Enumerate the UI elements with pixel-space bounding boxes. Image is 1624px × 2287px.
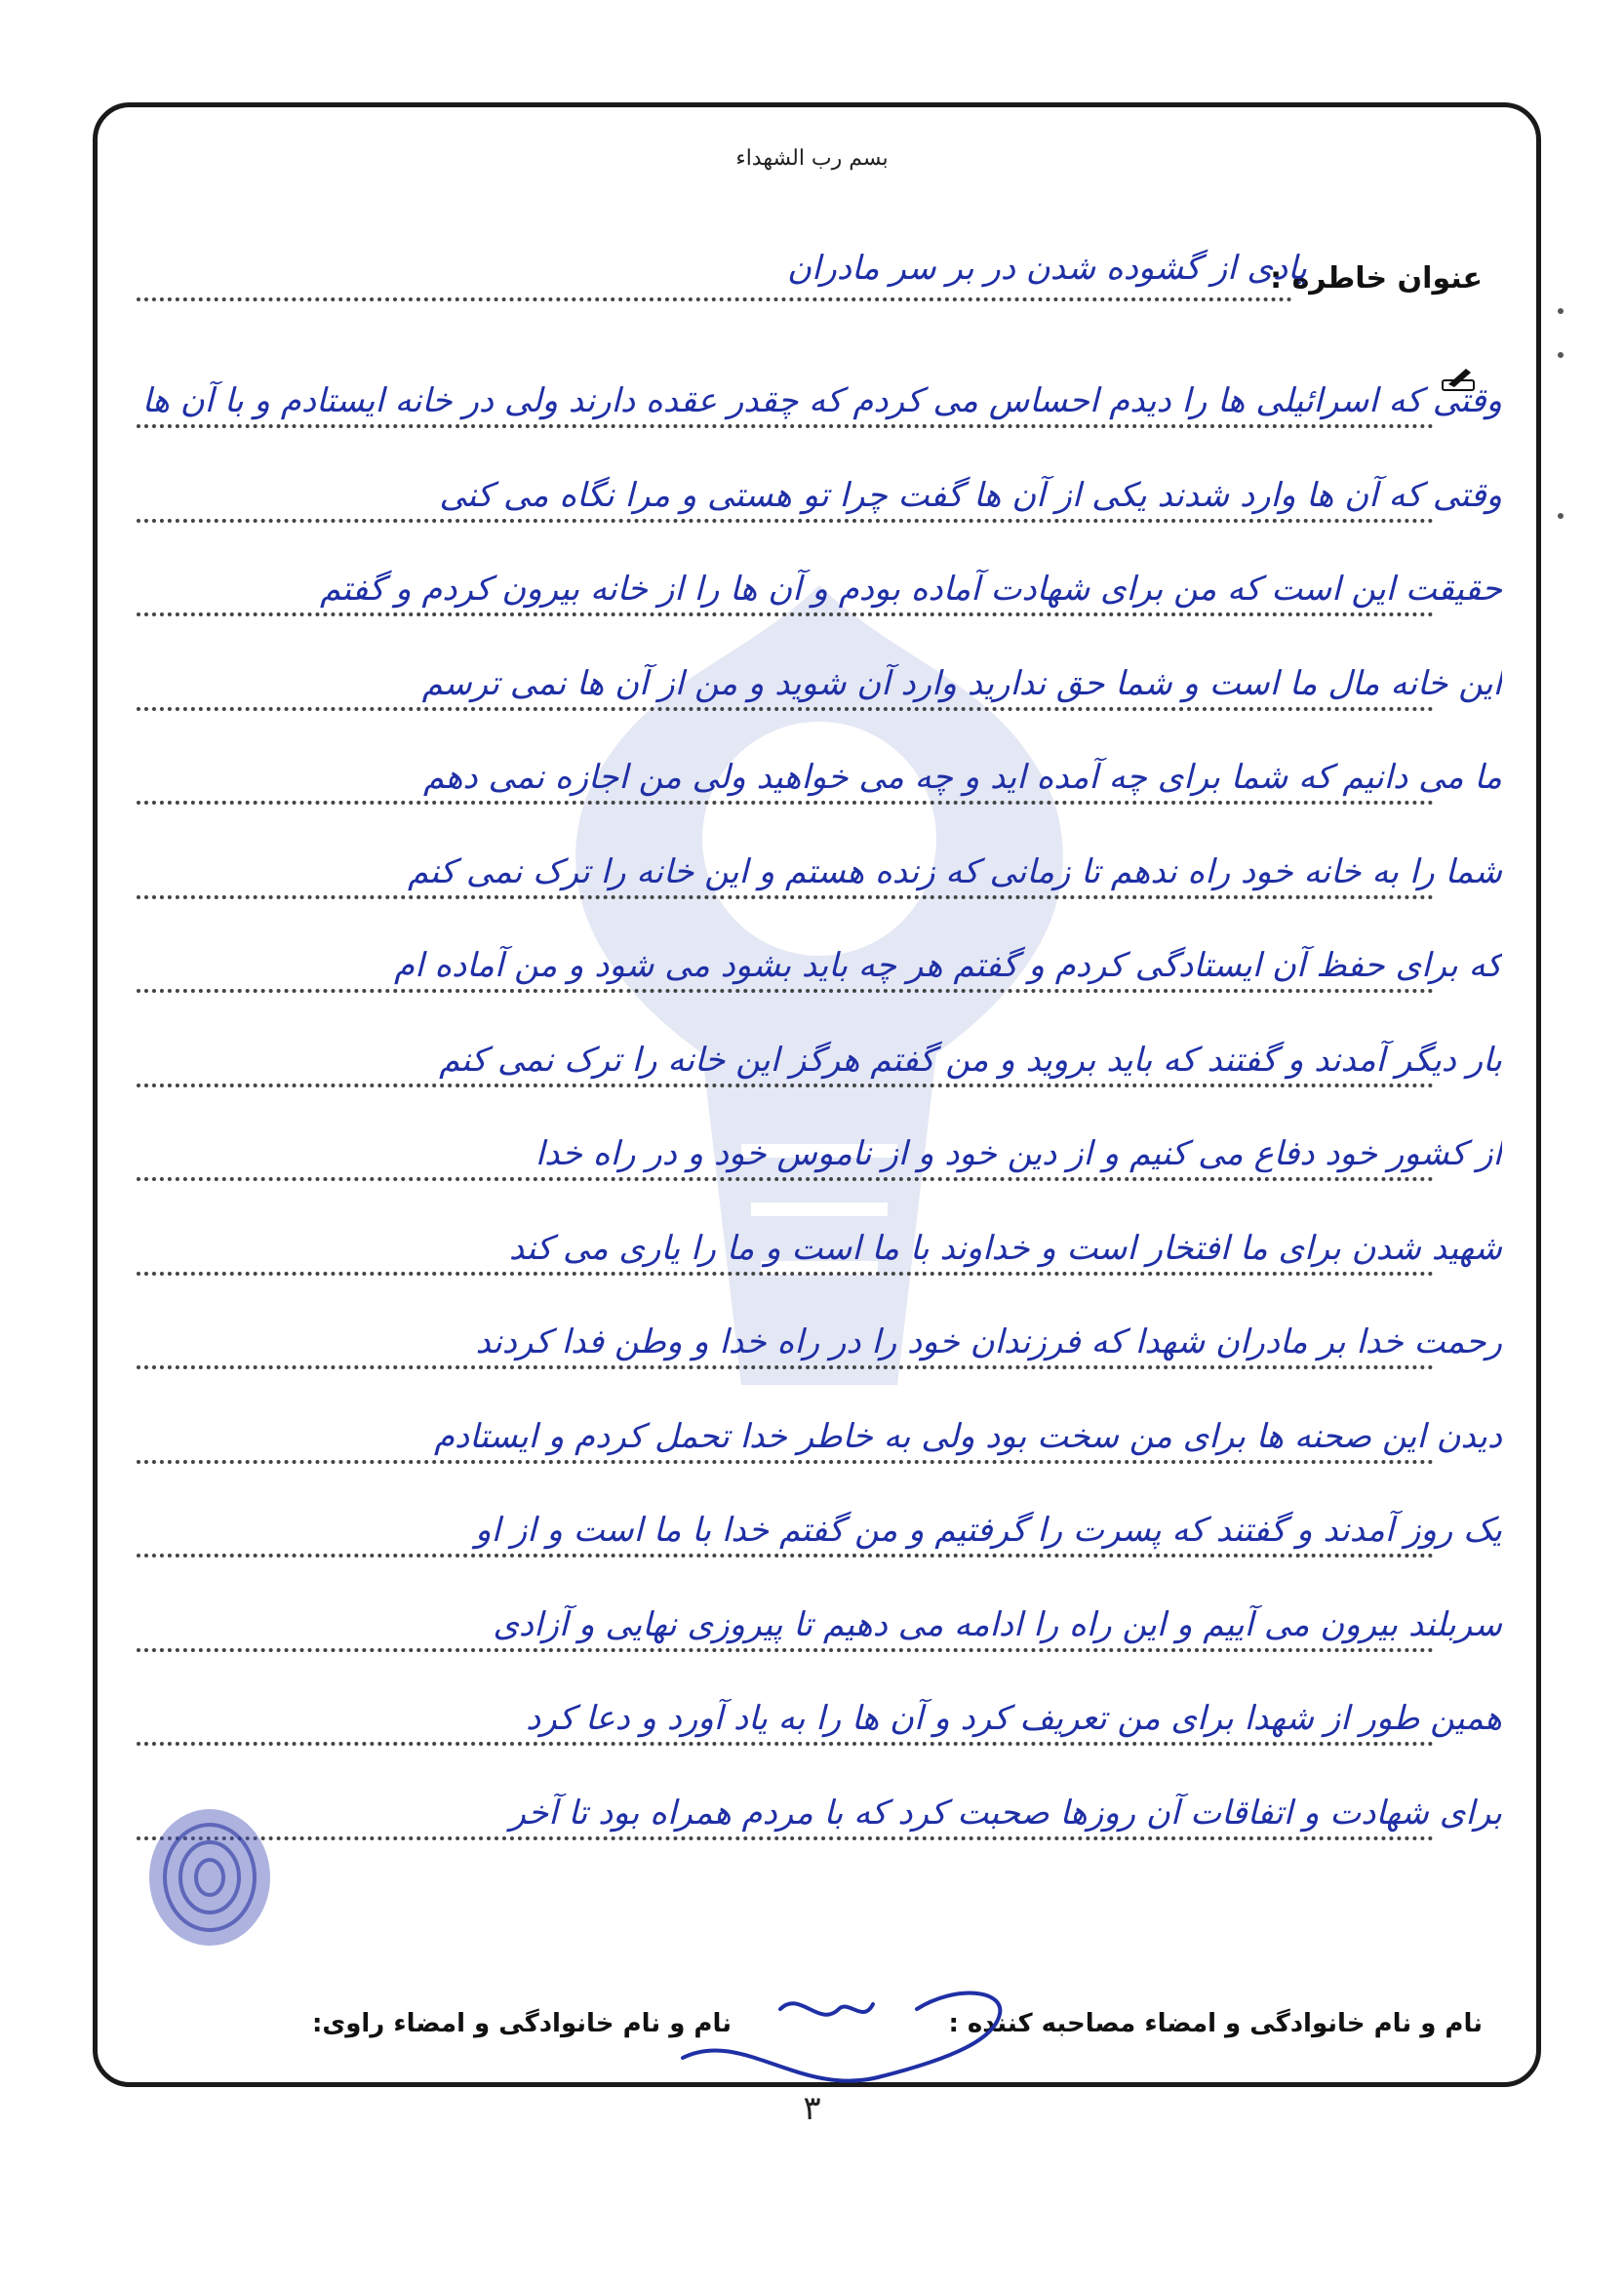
- handwritten-text: برای شهادت و اتفاقات آن روزها صحبت کرد که با مردم همراه بود تا آخر: [509, 1793, 1502, 1833]
- handwritten-text: وقتی که اسرائیلی ها را دیدم احساس می کردم که چقدر عقده دارند ولی در خانه ایستادم و با آن ها: [141, 381, 1502, 420]
- dotted-line: [137, 895, 1434, 899]
- dotted-line: [137, 424, 1434, 428]
- writing-line: [137, 1375, 1502, 1468]
- writing-line: [137, 1469, 1502, 1561]
- title-label: عنوان خاطره :: [1270, 261, 1483, 296]
- handwritten-text: که برای حفظ آن ایستادگی کردم و گفتم هر چه باید بشود می شود و من آماده ام: [394, 946, 1502, 985]
- stray-mark: [1556, 346, 1565, 358]
- handwritten-text: رحمت خدا بر مادران شهدا که فرزندان خود را در راه خدا و وطن فدا کردند: [475, 1322, 1502, 1361]
- handwritten-text: بار دیگر آمدند و گفتند که باید بروید و من گفتم هرگز این خانه را ترک نمی کنم: [439, 1040, 1502, 1080]
- writing-line: [137, 1092, 1502, 1185]
- writing-line: [137, 999, 1502, 1091]
- stray-mark: [1556, 507, 1565, 519]
- writing-line: [137, 716, 1502, 808]
- dotted-line: [137, 1554, 1434, 1558]
- handwritten-text: حقیقت این است که من برای شهادت آماده بودم و آن ها را از خانه بیرون کردم و گفتم: [320, 570, 1502, 609]
- dotted-line: [137, 1742, 1434, 1746]
- handwritten-text: شهید شدن برای ما افتخار است و خداوند با ما است و ما را یاری می کند: [508, 1228, 1502, 1268]
- writing-line: [137, 434, 1502, 527]
- title-dotted-line: [137, 297, 1292, 301]
- dotted-line: [137, 1272, 1434, 1276]
- page-number: ۳: [803, 2089, 821, 2128]
- writing-line: [137, 339, 1502, 432]
- writing-line: [137, 1657, 1502, 1750]
- handwritten-text: از کشور خود دفاع می کنیم و از دین خود و از ناموس خود و در راه خدا: [535, 1134, 1502, 1173]
- writing-line: [137, 810, 1502, 903]
- writing-line: [137, 904, 1502, 997]
- dotted-line: [137, 612, 1434, 616]
- narrator-signature-label: نام و نام خانوادگی و امضاء راوی:: [312, 2009, 732, 2038]
- dotted-line: [137, 707, 1434, 711]
- signature-icon: [663, 1970, 1014, 2102]
- handwritten-text: سربلند بیرون می آییم و این راه را ادامه می دهیم تا پیروزی نهایی و آزادی: [493, 1604, 1502, 1644]
- title-handwriting: یادی از گشوده شدن در بر سر مادران: [786, 249, 1307, 288]
- dotted-line: [137, 1365, 1434, 1369]
- handwritten-text: همین طور از شهدا برای من تعریف کرد و آن ها را به یاد آورد و دعا کرد: [526, 1699, 1502, 1738]
- handwritten-text: این خانه مال ما است و شما حق ندارید وارد آن شوید و من از آن ها نمی ترسم: [421, 663, 1502, 703]
- dotted-line: [137, 801, 1434, 805]
- writing-line: [137, 528, 1502, 620]
- writing-line: [137, 1752, 1502, 1844]
- dotted-line: [137, 1460, 1434, 1464]
- handwritten-text: ما می دانیم که شما برای چه آمده اید و چه می خواهید ولی من اجازه نمی دهم: [422, 758, 1502, 797]
- dotted-line: [137, 1084, 1434, 1087]
- dotted-line: [137, 1177, 1434, 1181]
- dotted-line: [137, 1836, 1434, 1840]
- header-text: بسم رب الشهداء: [735, 146, 889, 171]
- interviewer-signature-label: نام و نام خانوادگی و امضاء مصاحبه کننده :: [948, 2009, 1483, 2038]
- dotted-line: [137, 989, 1434, 993]
- handwritten-text: وقتی که آن ها وارد شدند یکی از آن ها گفت چرا تو هستی و مرا نگاه می کنی: [439, 475, 1502, 515]
- handwritten-text: یک روز آمدند و گفتند که پسرت را گرفتیم و من گفتم خدا با ما است و از او: [475, 1511, 1502, 1550]
- writing-line: [137, 1281, 1502, 1373]
- handwritten-text: شما را به خانه خود راه ندهم تا زمانی که زنده هستم و این خانه را ترک نمی کنم: [408, 851, 1502, 891]
- writing-line: [137, 622, 1502, 715]
- writing-line: [137, 1563, 1502, 1656]
- thumbprint-icon: [137, 1804, 283, 1951]
- writing-line: [137, 1187, 1502, 1280]
- dotted-line: [137, 519, 1434, 523]
- dotted-line: [137, 1648, 1434, 1652]
- handwritten-text: دیدن این صحنه ها برای من سخت بود ولی به خاطر خدا تحمل کردم و ایستادم: [433, 1416, 1502, 1456]
- stray-mark: [1556, 302, 1565, 314]
